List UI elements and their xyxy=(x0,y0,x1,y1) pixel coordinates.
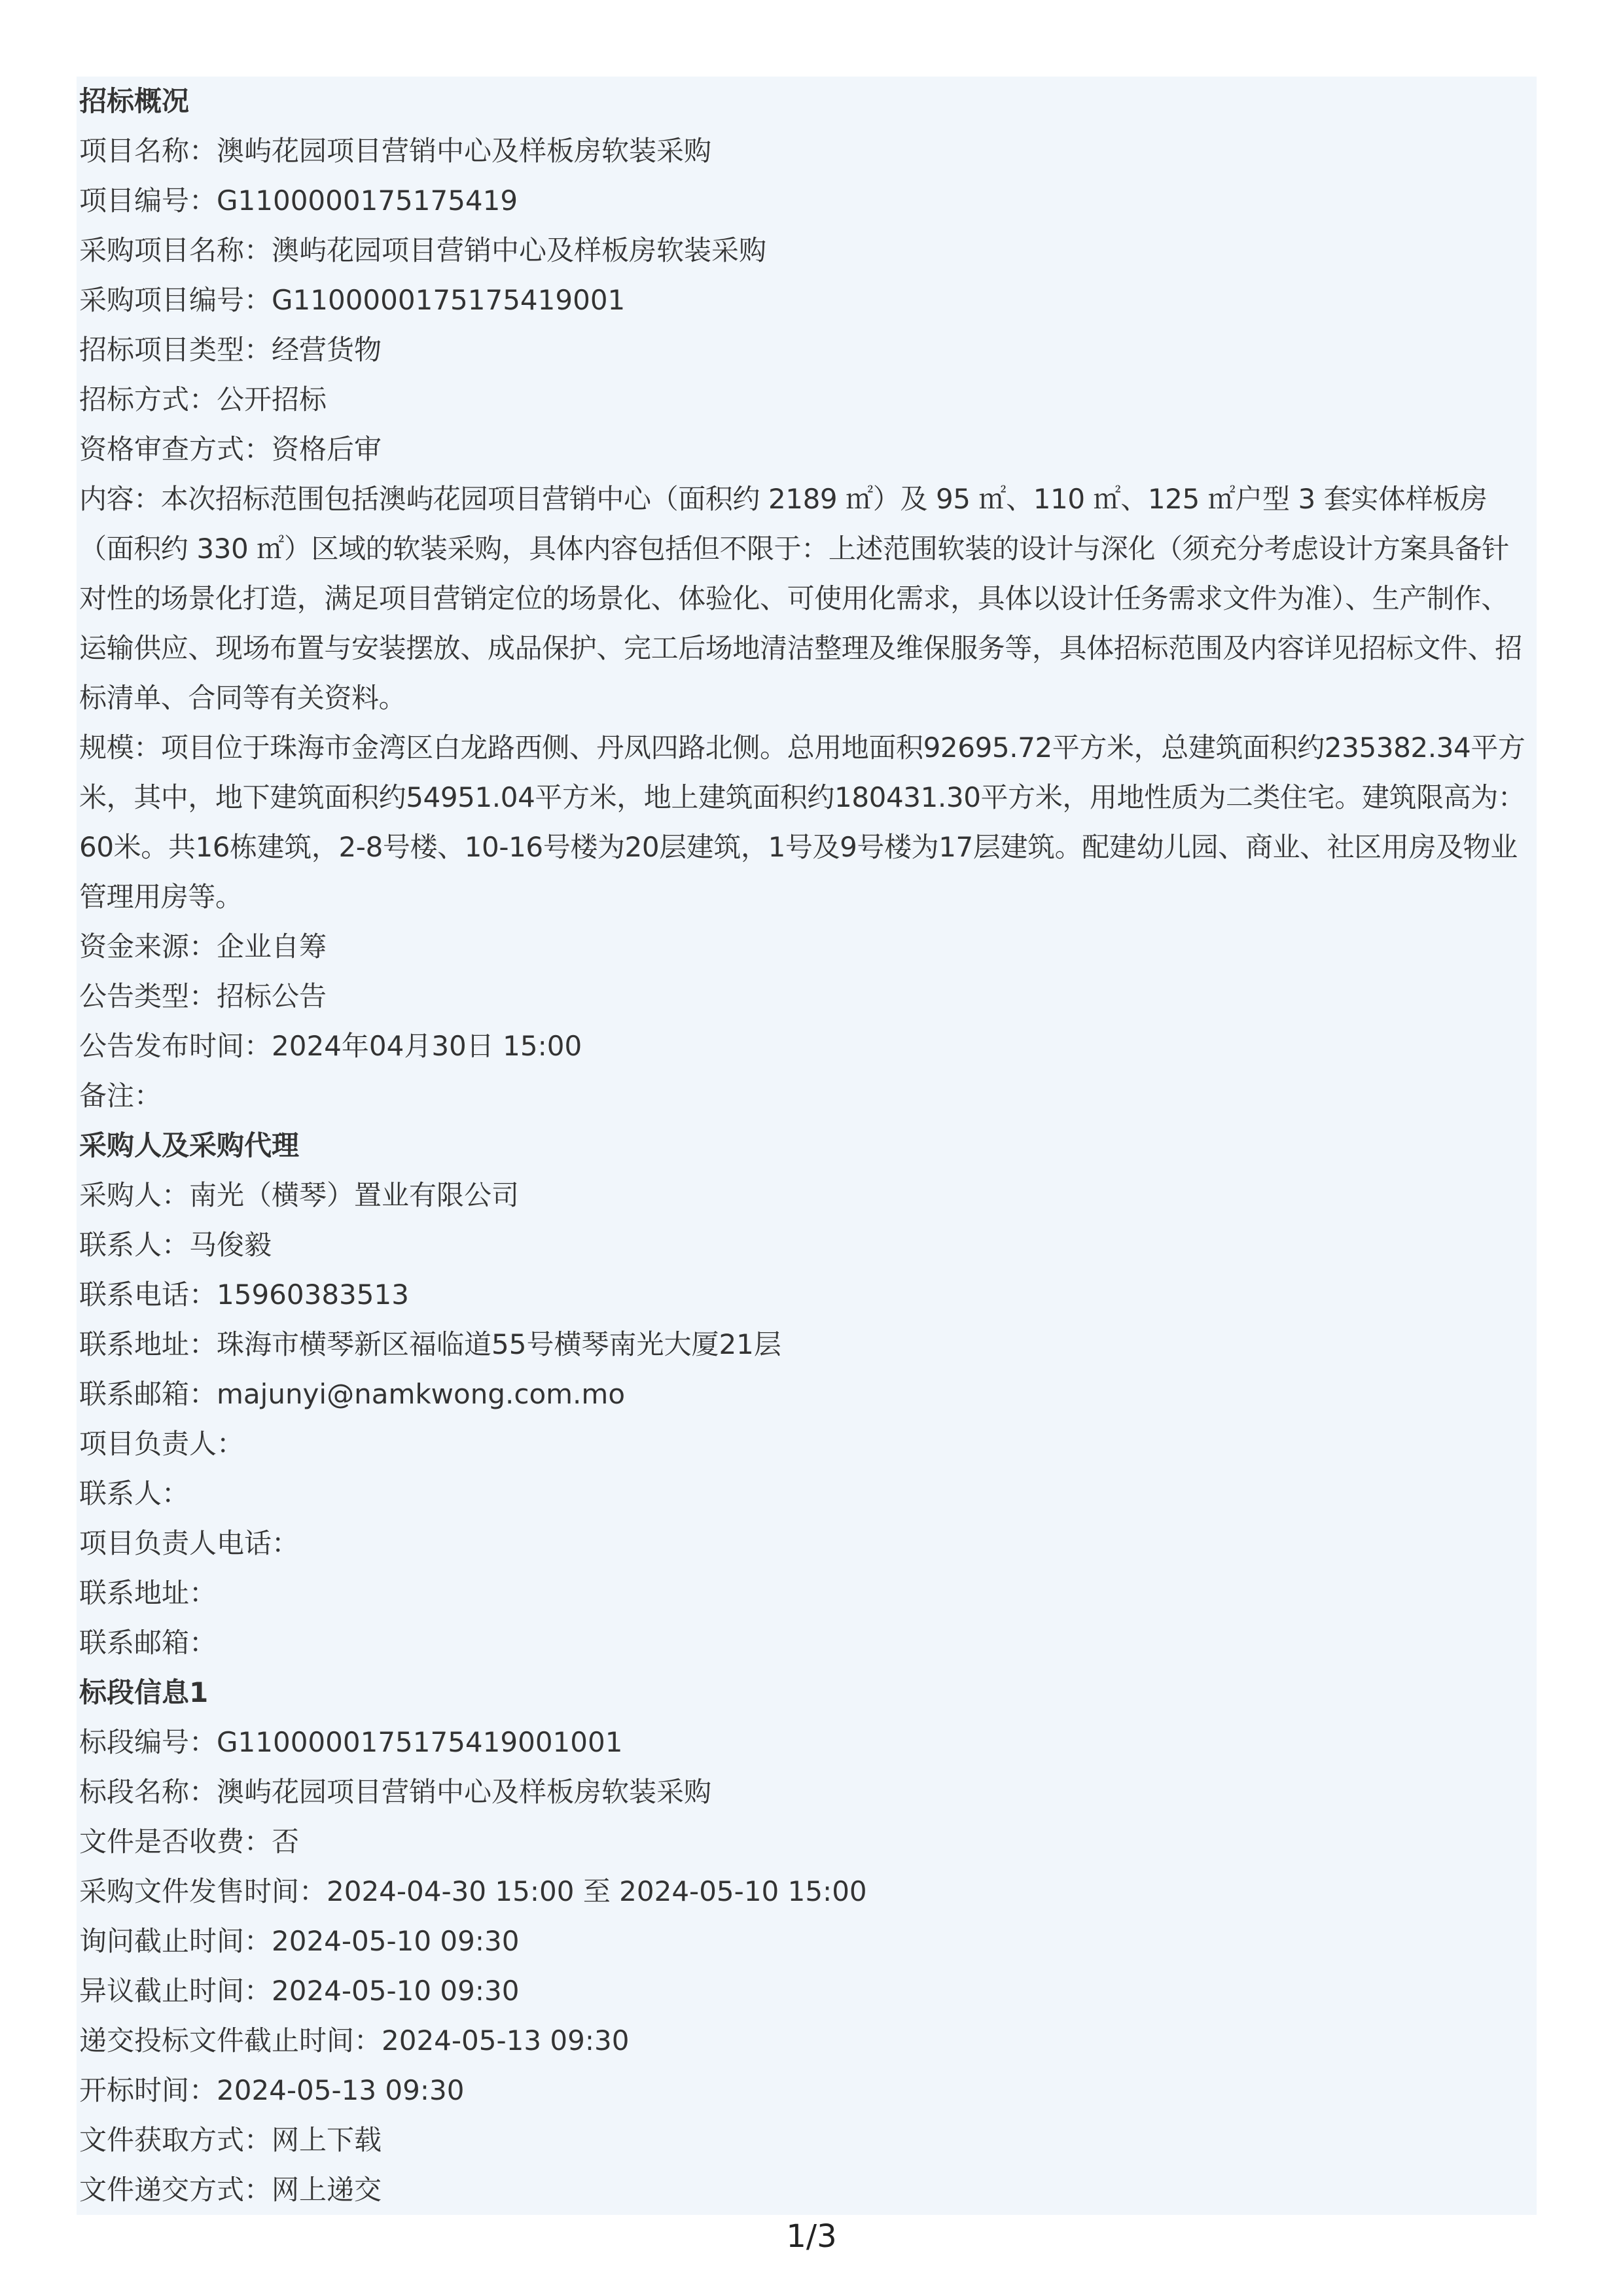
lot-heading: 标段信息1 xyxy=(79,1676,209,1708)
purchase-project-number: 采购项目编号：G1100000175175419001 xyxy=(79,284,626,316)
announcement-content xyxy=(77,77,1537,2215)
purchaser-contact: 联系人：马俊毅 xyxy=(79,1229,272,1261)
purchaser-email: 联系邮箱：majunyi@namkwong.com.mo xyxy=(79,1378,626,1410)
agent-email: 联系邮箱： xyxy=(79,1627,217,1659)
fund-source: 资金来源：企业自筹 xyxy=(79,930,327,963)
page-number: 1/3 xyxy=(786,2218,837,2255)
project-scale: 规模：项目位于珠海市金湾区白龙路西侧、丹凤四路北侧。总用地面积92695.72平方米，总建筑面积约235382.34平方米，其中，地下建筑面积约54951.04平方米，地上建筑面积约180431.30平方米，用地性质为二类住宅。建筑限高为：60米。共16栋建筑，2-8号楼、10-16号楼为20层建筑，1号及9号楼为17层建筑。配建幼儿园、商业、社区用房及物业管理用房等。 xyxy=(79,732,1525,913)
publish-time: 公告发布时间：2024年04月30日 15:00 xyxy=(79,1030,582,1062)
tender-project-type: 招标项目类型：经营货物 xyxy=(79,334,382,366)
agent-address: 联系地址： xyxy=(79,1577,217,1609)
inquiry-deadline: 询问截止时间：2024-05-10 09:30 xyxy=(79,1925,520,1957)
purchaser-heading: 采购人及采购代理 xyxy=(79,1129,300,1161)
project-name: 项目名称：澳屿花园项目营销中心及样板房软装采购 xyxy=(79,135,712,167)
lot-number: 标段编号：G1100000175175419001001 xyxy=(79,1726,623,1758)
lot-name: 标段名称：澳屿花园项目营销中心及样板房软装采购 xyxy=(79,1776,712,1808)
qualification-review: 资格审查方式：资格后审 xyxy=(79,433,382,465)
tender-content: 内容：本次招标范围包括澳屿花园项目营销中心（面积约 2189 ㎡）及 95 ㎡、110 ㎡、125 ㎡户型 3 套实体样板房（面积约 330 ㎡）区域的软装采购，具体内容包括但不限于：上述范围软装的设计与深化（须充分考虑设计方案具备针对性的场景化打造，满足项目营销定位的场景化、体验化、可使用化需求，具体以设计任务需求文件为准）、生产制作、运输供应、现场布置与安装摆放、成品保护、完工后场地清洁整理及维保服务等，具体招标范围及内容详见招标文件、招标清单、合同等有关资料。 xyxy=(79,483,1522,714)
purchaser-phone: 联系电话：15960383513 xyxy=(79,1279,409,1311)
document-sale-time: 采购文件发售时间：2024-04-30 15:00 至 2024-05-10 15:00 xyxy=(79,1875,867,1907)
project-number: 项目编号：G1100000175175419 xyxy=(79,185,518,217)
overview-heading: 招标概况 xyxy=(79,85,190,117)
purchaser-address: 联系地址：珠海市横琴新区福临道55号横琴南光大厦21层 xyxy=(79,1328,781,1360)
document-obtain-method: 文件获取方式：网上下载 xyxy=(79,2124,382,2156)
purchase-project-name: 采购项目名称：澳屿花园项目营销中心及样板房软装采购 xyxy=(79,234,767,266)
bid-opening-time: 开标时间：2024-05-13 09:30 xyxy=(79,2074,465,2106)
document-submit-method: 文件递交方式：网上递交 xyxy=(79,2174,382,2206)
tender-method: 招标方式：公开招标 xyxy=(79,383,327,415)
document-fee: 文件是否收费：否 xyxy=(79,1826,300,1858)
remarks: 备注： xyxy=(79,1080,162,1112)
purchaser-name: 采购人：南光（横琴）置业有限公司 xyxy=(79,1179,520,1211)
objection-deadline: 异议截止时间：2024-05-10 09:30 xyxy=(79,1975,520,2007)
project-leader-phone: 项目负责人电话： xyxy=(79,1527,300,1559)
submission-deadline: 递交投标文件截止时间：2024-05-13 09:30 xyxy=(79,2024,630,2057)
project-leader: 项目负责人： xyxy=(79,1428,245,1460)
agent-contact: 联系人： xyxy=(79,1477,190,1510)
notice-type: 公告类型：招标公告 xyxy=(79,980,327,1012)
